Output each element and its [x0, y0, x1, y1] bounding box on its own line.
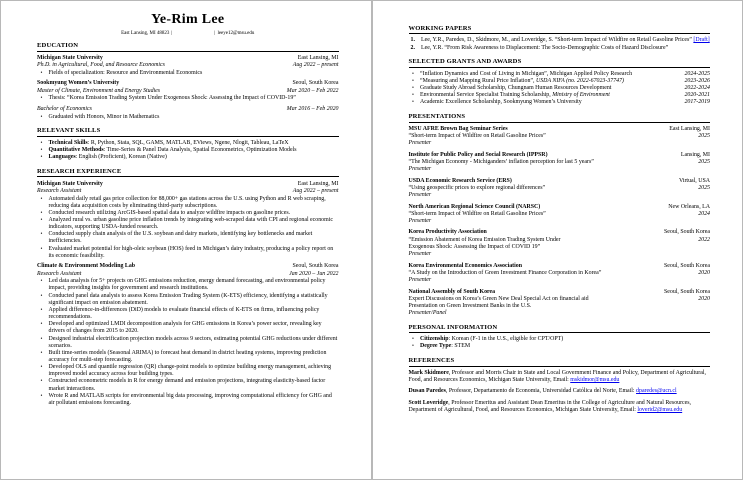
presentation-location: New Orleans, LA — [668, 203, 710, 210]
research-bullet: • Evaluated market potential for high-oleic soybean (HOS) feed in Michigan’s dairy industry, producing a policy report on its economic feasibility. — [37, 246, 339, 260]
presentation-location: East Lansing, MI — [669, 125, 710, 132]
presentation-entry — [409, 289, 711, 318]
research-bullet: • Analyzed rural vs. urban gasoline price inflation trends by integrating web-scraped data with CPI and regional economic indicators, supporting USDA-funded research. — [37, 217, 339, 231]
presentation-role: Presenter — [408, 250, 432, 257]
presentation-venue: Korea Environmental Economics Association — [408, 262, 523, 269]
presentation-year: 2024 — [698, 210, 710, 217]
grant-years: 2024-2025 — [684, 70, 710, 77]
research-bullet: • Developed OLS and quantile regression (QR) change-point models to optimize building energy management, achieving improved model accuracy across four building types. — [37, 364, 339, 378]
grant-text-italic: USDA NIFA (no. 2022-67023-37747) — [535, 77, 625, 84]
research-bullet: • Developed and optimized LMDI decomposition analysis for GHG emissions in Korea’s power sector, revealing key drivers of changes from 2015 to 2020. — [37, 321, 339, 335]
working-paper-citation: Lee, Y.R., Paredes, D., Skidmore, M., and Loveridge, S. “Short-term Impact of Wildfire on Retail Gasoline Prices” — [421, 37, 694, 43]
presentation-entry — [409, 204, 711, 225]
research-entry — [37, 181, 339, 260]
reference-entry — [409, 400, 711, 414]
section-heading-research: RESEARCH EXPERIENCE — [37, 168, 339, 178]
candidate-name: Ye-Rim Lee — [151, 12, 225, 27]
education-entry — [37, 106, 339, 121]
degree-title: Ph.D. in Agricultural, Food, and Resource Economics — [37, 62, 165, 69]
section-heading-references: REFERENCES — [409, 357, 711, 367]
working-paper-number: 1. — [410, 37, 415, 43]
degree-dates: Aug 2022 – present — [292, 62, 339, 69]
section-heading-personal: PERSONAL INFORMATION — [409, 324, 711, 334]
research-entry — [37, 263, 339, 407]
grant-item — [409, 99, 711, 106]
resume-page-2 — [372, 0, 743, 480]
reference-text: , Professor and Morris Chair in State and Local Government Finance and Policy, Department of Agricultural, Food, and Resources Economics, Michigan State University, Email: — [408, 369, 706, 383]
skills-list — [37, 140, 339, 161]
presentation-role: Presenter — [408, 165, 432, 172]
presentation-title-line2: Presentation on Green Investment Banks in the U.S. — [408, 302, 532, 309]
research-bullet: • Designed industrial electrification projection models across 9 sectors, estimating potential GHG reductions under different scenarios. — [37, 336, 339, 350]
presentation-location: Seoul, South Korea — [664, 229, 710, 236]
school-location: East Lansing, MI — [297, 55, 339, 61]
grant-text: Graduate Study Abroad Scholarship, Chungnam Human Resources Development — [420, 85, 612, 92]
presentation-venue: North American Regional Science Council (NARSC) — [408, 203, 541, 210]
grant-text: Academic Excellence Scholarship, Sookmyung Women’s University — [420, 99, 582, 106]
research-bullet: • Constructed econometric models in R for energy demand and emission projections, integrating elasticity-based factor market interactions. — [37, 378, 339, 392]
degree-title: Master of Climate, Environment and Energy Studies — [37, 87, 161, 94]
contact-email: leeye12@msu.edu — [217, 30, 255, 36]
skill-text: : Time-Series & Panel Data Analysis, Spatial Econometrics, Optimization Models — [103, 146, 297, 153]
section-heading-working-papers: WORKING PAPERS — [409, 25, 711, 35]
reference-email-link[interactable]: loverid2@msu.edu — [637, 407, 683, 414]
reference-entry — [409, 388, 711, 395]
research-bullet: • Built time-series models (Seasonal ARIMA) to forecast heat demand in district heating systems, improving prediction accuracy for multi-step forecasting. — [37, 350, 339, 364]
grant-text: “Inflation Dynamics and Cost of Living in Michigan”, Michigan Applied Policy Research — [420, 70, 633, 77]
presentation-year: 2025 — [698, 184, 710, 191]
working-paper-citation: Lee, Y.R. “From Risk Awareness to Displacement: The Socio-Demographic Costs of Hazard Disclosure” — [421, 44, 669, 51]
personal-info-text: : Korean (F-1 in the U.S., eligible for CPT/OPT) — [448, 336, 564, 343]
reference-email-link[interactable]: mskidmor@msu.edu — [570, 376, 620, 383]
presentation-title: “Short-term Impact of Wildfire on Retail Gasoline Prices” — [408, 210, 546, 217]
school-location: Seoul, South Korea — [292, 80, 339, 87]
presentation-title: Expert Discussions on Korea’s Green New Deal Special Act on financial aid — [408, 295, 589, 302]
presentation-title-line2: Exogenous Shock: Assessing the Impact of COVID 19” — [408, 243, 541, 250]
personal-info-item — [409, 336, 711, 343]
section-heading-grants: SELECTED GRANTS AND AWARDS — [409, 58, 711, 68]
presentation-role: Presenter/Panel — [408, 310, 447, 317]
reference-name: Dusan Paredes — [408, 388, 446, 395]
presentation-venue: Institute for Public Policy and Social Research (IPPSR) — [408, 151, 548, 158]
presentation-year: 2022 — [698, 236, 710, 243]
grant-years: 2020-2021 — [684, 92, 710, 99]
personal-info-label: Citizenship — [420, 336, 449, 343]
research-bullet: • Wrote R and MATLAB scripts for environmental big data processing, improving computational efficiency for GHG and air pollutant emissions forecasting. — [37, 393, 339, 407]
education-bullet: • Fields of specialization: Resource and Environmental Economics — [37, 70, 339, 77]
personal-info-item — [409, 343, 711, 350]
presentation-entry — [409, 178, 711, 199]
reference-entry — [409, 370, 711, 384]
degree-dates: Mar 2020 – Feb 2022 — [286, 87, 339, 94]
presentation-entry — [409, 152, 711, 173]
presentation-role: Presenter — [408, 217, 432, 224]
skill-item — [37, 154, 339, 161]
grant-item — [409, 92, 711, 99]
presentation-title: “Short-term Impact of Wildfire on Retail Gasoline Prices” — [408, 132, 546, 139]
presentation-venue: MSU AFRE Brown Bag Seminar Series — [408, 125, 508, 132]
reference-email-link[interactable]: dparedes@ucn.cl — [636, 388, 677, 395]
presentation-venue: National Assembly of South Korea — [408, 288, 496, 295]
research-bullet: • Automated daily retail gas price collection for 88,000+ gas stations across the U.S. using Python and R web scraping, reducing data acquisition costs by eliminating third-party subscriptions. — [37, 196, 339, 210]
employer-name: Climate & Environment Modeling Lab — [37, 263, 136, 270]
reference-text: , Professor, Departamento de Economia, Universidad Católica del Norte, Email: — [445, 388, 637, 395]
research-bullet: • Conducted research utilizing ArcGIS-based spatial data to analyze wildfire impacts on gasoline prices. — [37, 210, 339, 217]
job-dates: Jan 2020 – Jun 2022 — [289, 270, 339, 277]
contact-line — [37, 31, 339, 36]
presentation-venue: USDA Economic Research Service (ERS) — [408, 177, 512, 184]
presentation-location: Seoul, South Korea — [664, 288, 710, 295]
skill-item — [37, 147, 339, 154]
section-heading-education: EDUCATION — [37, 42, 339, 52]
personal-info-list — [409, 336, 711, 350]
section-heading-skills: RELEVANT SKILLS — [37, 127, 339, 137]
presentation-entry — [409, 263, 711, 284]
contact-separator: | — [171, 30, 173, 36]
working-paper-item — [409, 45, 711, 52]
grant-years: 2017-2019 — [684, 99, 710, 106]
presentation-location: Lansing, MI — [680, 151, 710, 158]
grant-years: 2023-2026 — [684, 77, 710, 84]
research-bullet: • Conducted supply chain analysis of the U.S. soybean and dairy markets, identifying key bottlenecks and market inefficiencies. — [37, 231, 339, 245]
working-paper-item — [409, 37, 711, 44]
skill-label: Languages — [48, 154, 76, 161]
presentation-year: 2020 — [698, 269, 710, 276]
grant-text-italic: Ministry of Environment — [552, 92, 610, 99]
personal-info-label: Degree Type — [420, 343, 452, 350]
working-paper-number: 2. — [410, 44, 415, 51]
job-title: Research Assistant — [37, 187, 82, 194]
reference-name: Mark Skidmore — [408, 369, 449, 376]
research-bullet: • Applied difference-in-differences (DiD) models to evaluate financial effects of K-ETS on firms, influencing policy recommendations. — [37, 307, 339, 321]
skill-label: Quantitative Methods — [48, 146, 104, 153]
presentation-role: Presenter — [408, 191, 432, 198]
grant-years: 2022-2024 — [684, 85, 710, 92]
presentation-venue: Korea Productivity Association — [408, 229, 487, 236]
school-name: Sookmyung Women’s University — [37, 80, 120, 87]
research-bullet: • Conducted panel data analysis to assess Korea Emission Trading System (K-ETS) efficiency, identifying a statistically significant impact on emission abatement. — [37, 293, 339, 307]
skill-text: : English (Proficient), Korean (Native) — [75, 154, 167, 161]
contact-location: East Lansing, MI 48823 — [121, 30, 170, 36]
reference-text: , Professor Emeritus and Assistant Dean Emeritus in the College of Agriculture and Natural Resources, Department of Agricultural, Food, and Resources Economics, Michigan State University, Email: — [408, 399, 692, 414]
draft-link[interactable]: [Draft] — [693, 37, 710, 43]
education-bullet: • Graduated with Honors, Minor in Mathematics — [37, 114, 339, 121]
presentation-title: “A Study on the Introduction of Green Investment Finance Corporation in Korea” — [408, 269, 602, 276]
job-dates: Aug 2022 – present — [292, 187, 339, 194]
presentation-year: 2025 — [698, 132, 710, 139]
job-title: Research Assistant — [37, 270, 82, 277]
presentation-location: Virtual, USA — [678, 177, 710, 184]
presentation-role: Presenter — [408, 139, 432, 146]
presentation-title: “The Michigan Economy - Michiganders’ inflation perception for last 5 years” — [408, 158, 594, 165]
presentation-title: “Using geospecific prices to explore regional differences” — [408, 184, 546, 191]
employer-location: East Lansing, MI — [297, 180, 339, 187]
grant-item — [409, 71, 711, 78]
section-heading-presentations: PRESENTATIONS — [409, 113, 711, 123]
education-entry — [37, 55, 339, 77]
contact-separator: | — [214, 30, 216, 36]
presentation-year: 2020 — [698, 295, 710, 302]
presentation-location: Seoul, South Korea — [664, 262, 710, 269]
research-bullet: • Led data analysis for 5+ projects on GHG emissions reduction, energy demand forecasting, and environmental policy impact, providing insights for government and research institutions. — [37, 278, 339, 292]
skill-text: : R, Python, Stata, SQL, GAMS, MATLAB, EViews, Ngene, Nlogit, Tableau, LaTeX — [87, 139, 289, 146]
education-bullet: • Thesis: “Korea Emission Trading System Under Exogenous Shock: Assessing the Impact of COVID-19” — [37, 95, 339, 102]
skill-item — [37, 140, 339, 147]
degree-dates: Mar 2016 – Feb 2020 — [286, 105, 339, 112]
school-name: Michigan State University — [37, 55, 103, 61]
employer-name: Michigan State University — [37, 180, 103, 187]
presentation-entry — [409, 126, 711, 147]
grant-text: “Measuring and Mapping Rural Price Inflation”, — [420, 77, 536, 84]
presentation-entry — [409, 229, 711, 258]
reference-name: Scott Loveridge — [408, 399, 449, 406]
presentation-title: “Emission Abatement of Korea Emission Trading System Under — [408, 236, 561, 243]
grant-item — [409, 78, 711, 85]
employer-location: Seoul, South Korea — [292, 263, 339, 270]
degree-title: Bachelor of Economics — [37, 105, 92, 112]
skill-label: Technical Skills — [48, 139, 88, 146]
presentation-role: Presenter — [408, 276, 432, 283]
presentation-year: 2025 — [698, 158, 710, 165]
grant-text: Environmental Service Specialist Training Scholarship, — [420, 92, 553, 99]
education-entry — [37, 80, 339, 102]
personal-info-text: : STEM — [451, 343, 471, 350]
